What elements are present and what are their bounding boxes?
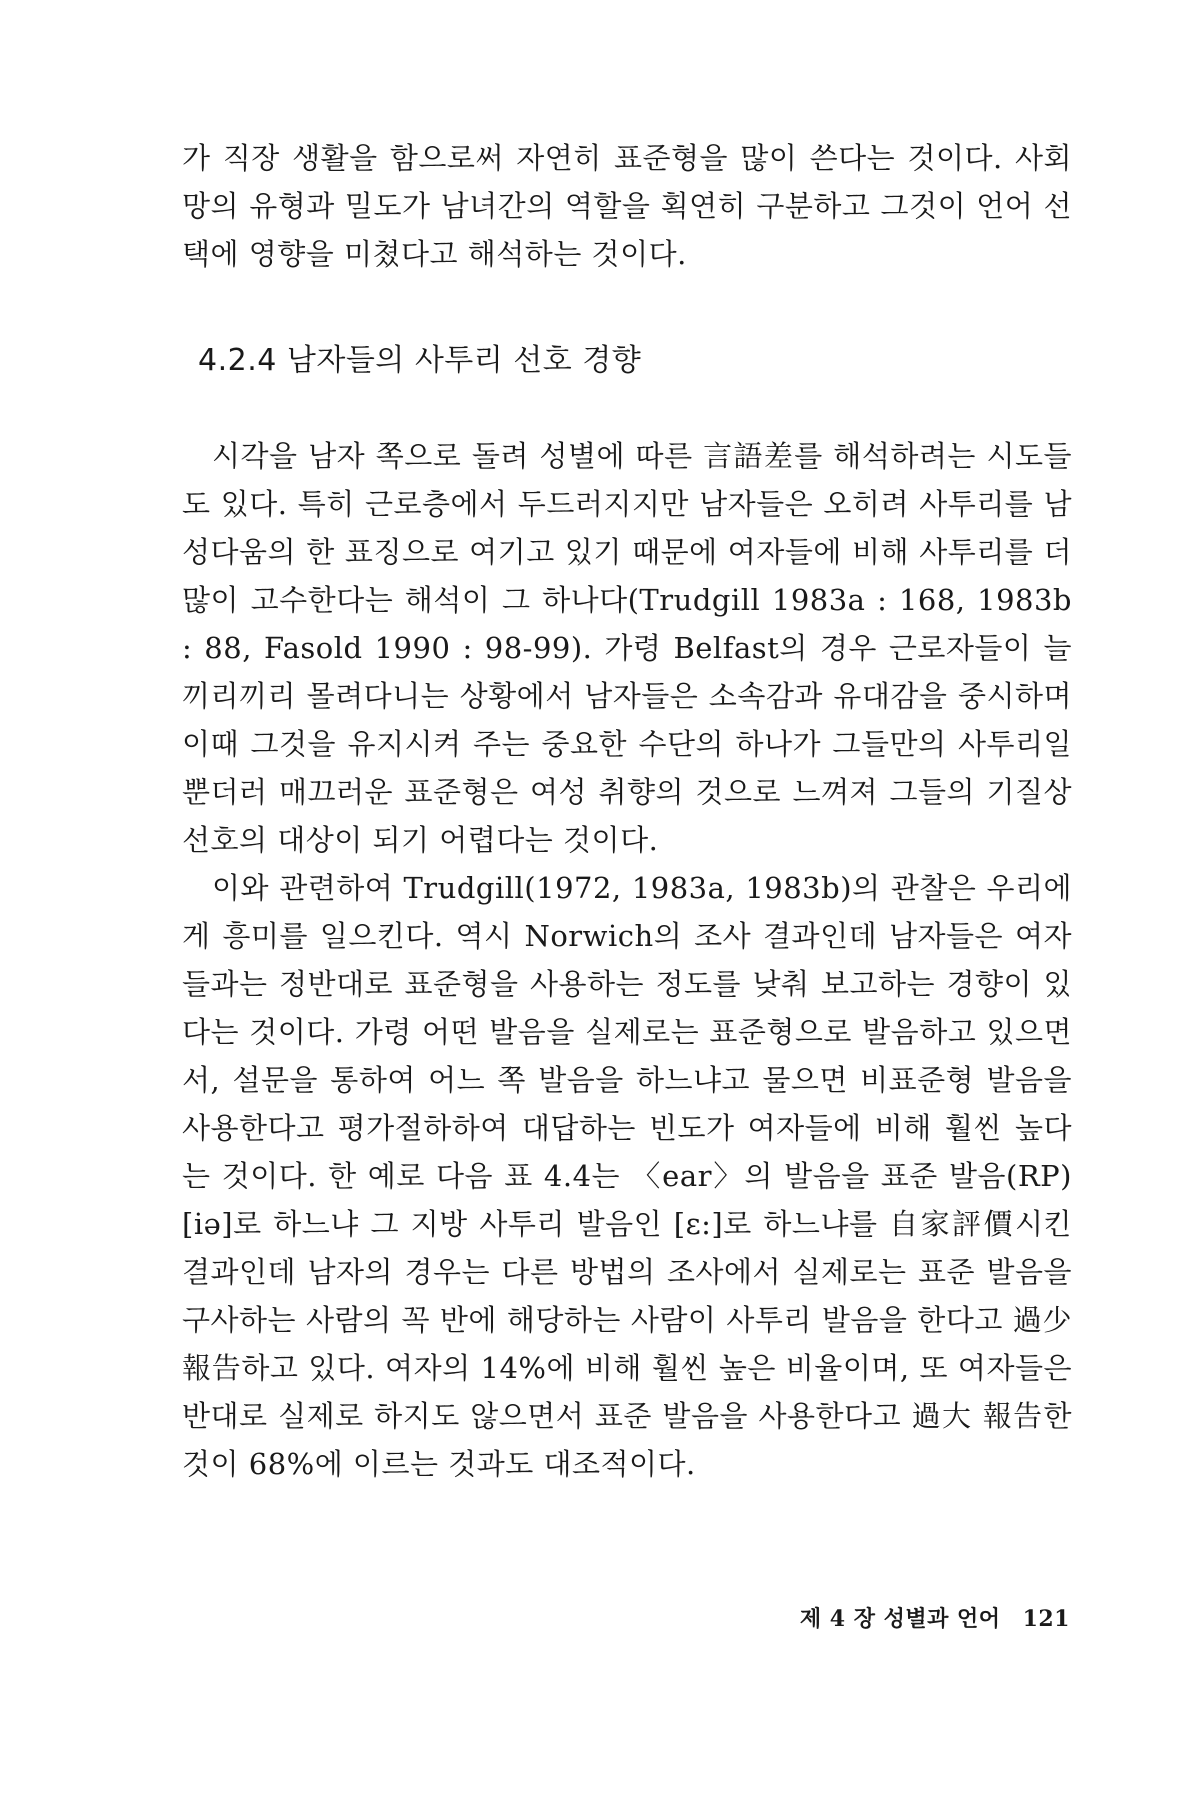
body-paragraph-2: 이와 관련하여 Trudgill(1972, 1983a, 1983b)의 관찰은 우리에게 흥미를 일으킨다. 역시 Norwich의 조사 결과인데 남자들은 여자들과는 정반대로 표준형을 사용하는 정도를 낮춰 보고하는 경향이 있다는 것이다. 가령 어떤 발음을 실제로는 표준형으로 발음하고 있으면서, 설문을 통하여 어느 쪽 발음을 하느냐고 물으면 비표준형 발음을 사용한다고 평가절하하여 대답하는 빈도가 여자들에 비해 훨씬 높다는 것이다. 한 예로 다음 표 4.4는 〈ear〉의 발음을 표준 발음(RP) [iə]로 하느냐 그 지방 사투리 발음인 [ɛ:]로 하느냐를 自家評價시킨 결과인데 남자의 경우는 다른 방법의 조사에서 실제로는 표준 발음을 구사하는 사람의 꼭 반에 해당하는 사람이 사투리 발음을 한다고 過少 報告하고 있다. 여자의 14%에 비해 훨씬 높은 비율이며, 또 여자들은 반대로 실제로 하지도 않으면서 표준 발음을 사용한다고 過大 報告한 것이 68%에 이르는 것과도 대조적이다. [182,871,1072,1481]
chapter-label: 제 4 장 성별과 언어 [799,1606,1001,1632]
lead-paragraph-block [182,134,1072,278]
lead-paragraph: 가 직장 생활을 함으로써 자연히 표준형을 많이 쓴다는 것이다. 사회망의 유형과 밀도가 남녀간의 역할을 획연히 구분하고 그것이 언어 선택에 영향을 미쳤다고 해석하는 것이다. [182,141,1072,271]
body-paragraph-1: 시각을 남자 쪽으로 돌려 성별에 따른 言語差를 해석하려는 시도들도 있다. 특히 근로층에서 두드러지지만 남자들은 오히려 사투리를 남성다움의 한 표징으로 여기고 있기 때문에 여자들에 비해 사투리를 더 많이 고수한다는 해석이 그 하나다(Trudgill 1983a : 168, 1983b : 88, Fasold 1990 : 98-99). 가령 Belfast의 경우 근로자들이 늘 끼리끼리 몰려다니는 상황에서 남자들은 소속감과 유대감을 중시하며 이때 그것을 유지시켜 주는 중요한 수단의 하나가 그들만의 사투리일 뿐더러 매끄러운 표준형은 여성 취향의 것으로 느껴져 그들의 기질상 선호의 대상이 되기 어렵다는 것이다. [182,439,1072,857]
page-footer [760,1602,1070,1633]
section-heading: 4.2.4 남자들의 사투리 선호 경향 [198,343,642,378]
body-text [182,432,1072,1488]
page-number: 121 [1022,1606,1070,1632]
